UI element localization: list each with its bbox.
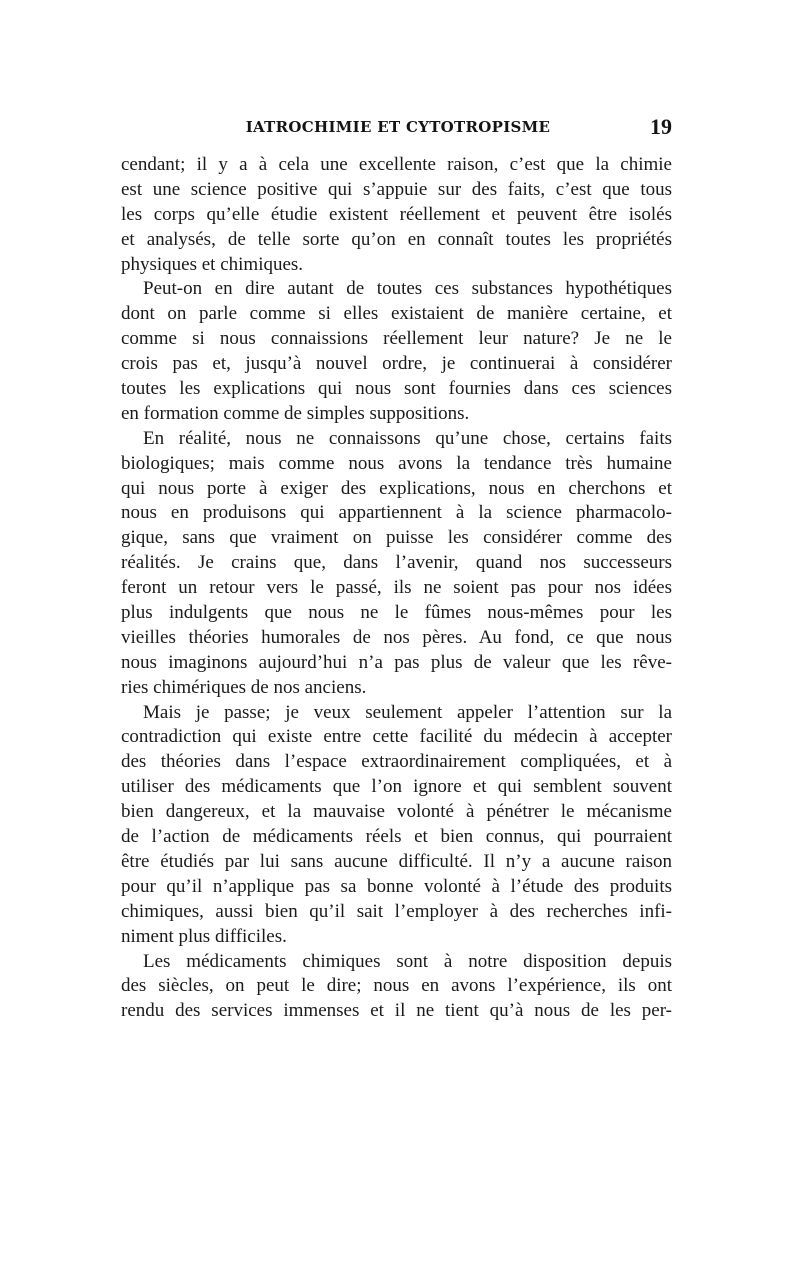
- text-line: de l’action de médicaments réels et bien connus, qui pourraient: [121, 826, 672, 848]
- text-line: des siècles, on peut le dire; nous en avons l’expérience, ils ont: [121, 975, 672, 997]
- text-line: vieilles théories humorales de nos pères. Au fond, ce que nous: [121, 626, 672, 648]
- text-line: crois pas et, jusqu’à nouvel ordre, je continuerai à considérer: [121, 353, 672, 375]
- text-line: plus indulgents que nous ne le fûmes nous-mêmes pour les: [121, 602, 672, 624]
- text-line: être étudiés par lui sans aucune difficulté. Il n’y a aucune raison: [121, 850, 672, 872]
- text-line: Peut-on en dire autant de toutes ces substances hypothétiques: [143, 278, 672, 300]
- text-line: Les médicaments chimiques sont à notre disposition depuis: [143, 950, 672, 972]
- text-line: les corps qu’elle étudie existent réellement et peuvent être isolés: [121, 203, 672, 225]
- text-line: pour qu’il n’applique pas sa bonne volonté à l’étude des produits: [121, 875, 672, 897]
- text-line: cendant; il y a à cela une excellente raison, c’est que la chimie: [121, 154, 672, 175]
- text-line: physiques et chimiques.: [121, 253, 304, 275]
- text-line: nous imaginons aujourd’hui n’a pas plus de valeur que les rêve-: [121, 651, 672, 673]
- page-number: 19: [650, 114, 672, 139]
- text-line: qui nous porte à exiger des explications, nous en cherchons et: [121, 477, 672, 499]
- text-line: feront un retour vers le passé, ils ne soient pas pour nos idées: [121, 577, 672, 599]
- text-line: contradiction qui existe entre cette facilité du médecin à accepter: [121, 726, 672, 748]
- text-line: utiliser des médicaments que l’on ignore et qui semblent souvent: [121, 776, 672, 798]
- text-line: en formation comme de simples suppositions.: [121, 402, 470, 424]
- body-text: [121, 153, 672, 1024]
- text-line: bien dangereux, et la mauvaise volonté à pénétrer le mécanisme: [121, 801, 672, 823]
- running-title: IATROCHIMIE ET CYTOTROPISME: [245, 118, 551, 136]
- running-head: [120, 114, 676, 142]
- text-line: ries chimériques de nos anciens.: [121, 676, 367, 698]
- text-line: En réalité, nous ne connaissons qu’une chose, certains faits: [143, 427, 672, 449]
- text-line: réalités. Je crains que, dans l’avenir, quand nos successeurs: [121, 552, 672, 574]
- text-line: comme si nous connaissions réellement leur nature? Je ne le: [121, 328, 672, 350]
- text-line: gique, sans que vraiment on puisse les considérer comme des: [121, 527, 672, 549]
- text-line: biologiques; mais comme nous avons la tendance très humaine: [121, 452, 672, 474]
- text-line: nous en produisons qui appartiennent à la science pharmacolo-: [121, 502, 672, 524]
- text-line: des théories dans l’espace extraordinairement compliquées, et à: [121, 751, 672, 773]
- text-line: est une science positive qui s’appuie sur des faits, c’est que tous: [121, 178, 672, 200]
- text-line: et analysés, de telle sorte qu’on en connaît toutes les propriétés: [121, 228, 672, 250]
- text-line: dont on parle comme si elles existaient de manière certaine, et: [121, 303, 672, 325]
- text-line: niment plus difficiles.: [121, 925, 287, 947]
- text-line: chimiques, aussi bien qu’il sait l’employer à des recherches infi-: [121, 900, 672, 922]
- text-line: toutes les explications qui nous sont fournies dans ces sciences: [121, 378, 672, 400]
- text-line: rendu des services immenses et il ne tient qu’à nous de les per-: [121, 1000, 672, 1022]
- text-line: Mais je passe; je veux seulement appeler l’attention sur la: [143, 701, 672, 723]
